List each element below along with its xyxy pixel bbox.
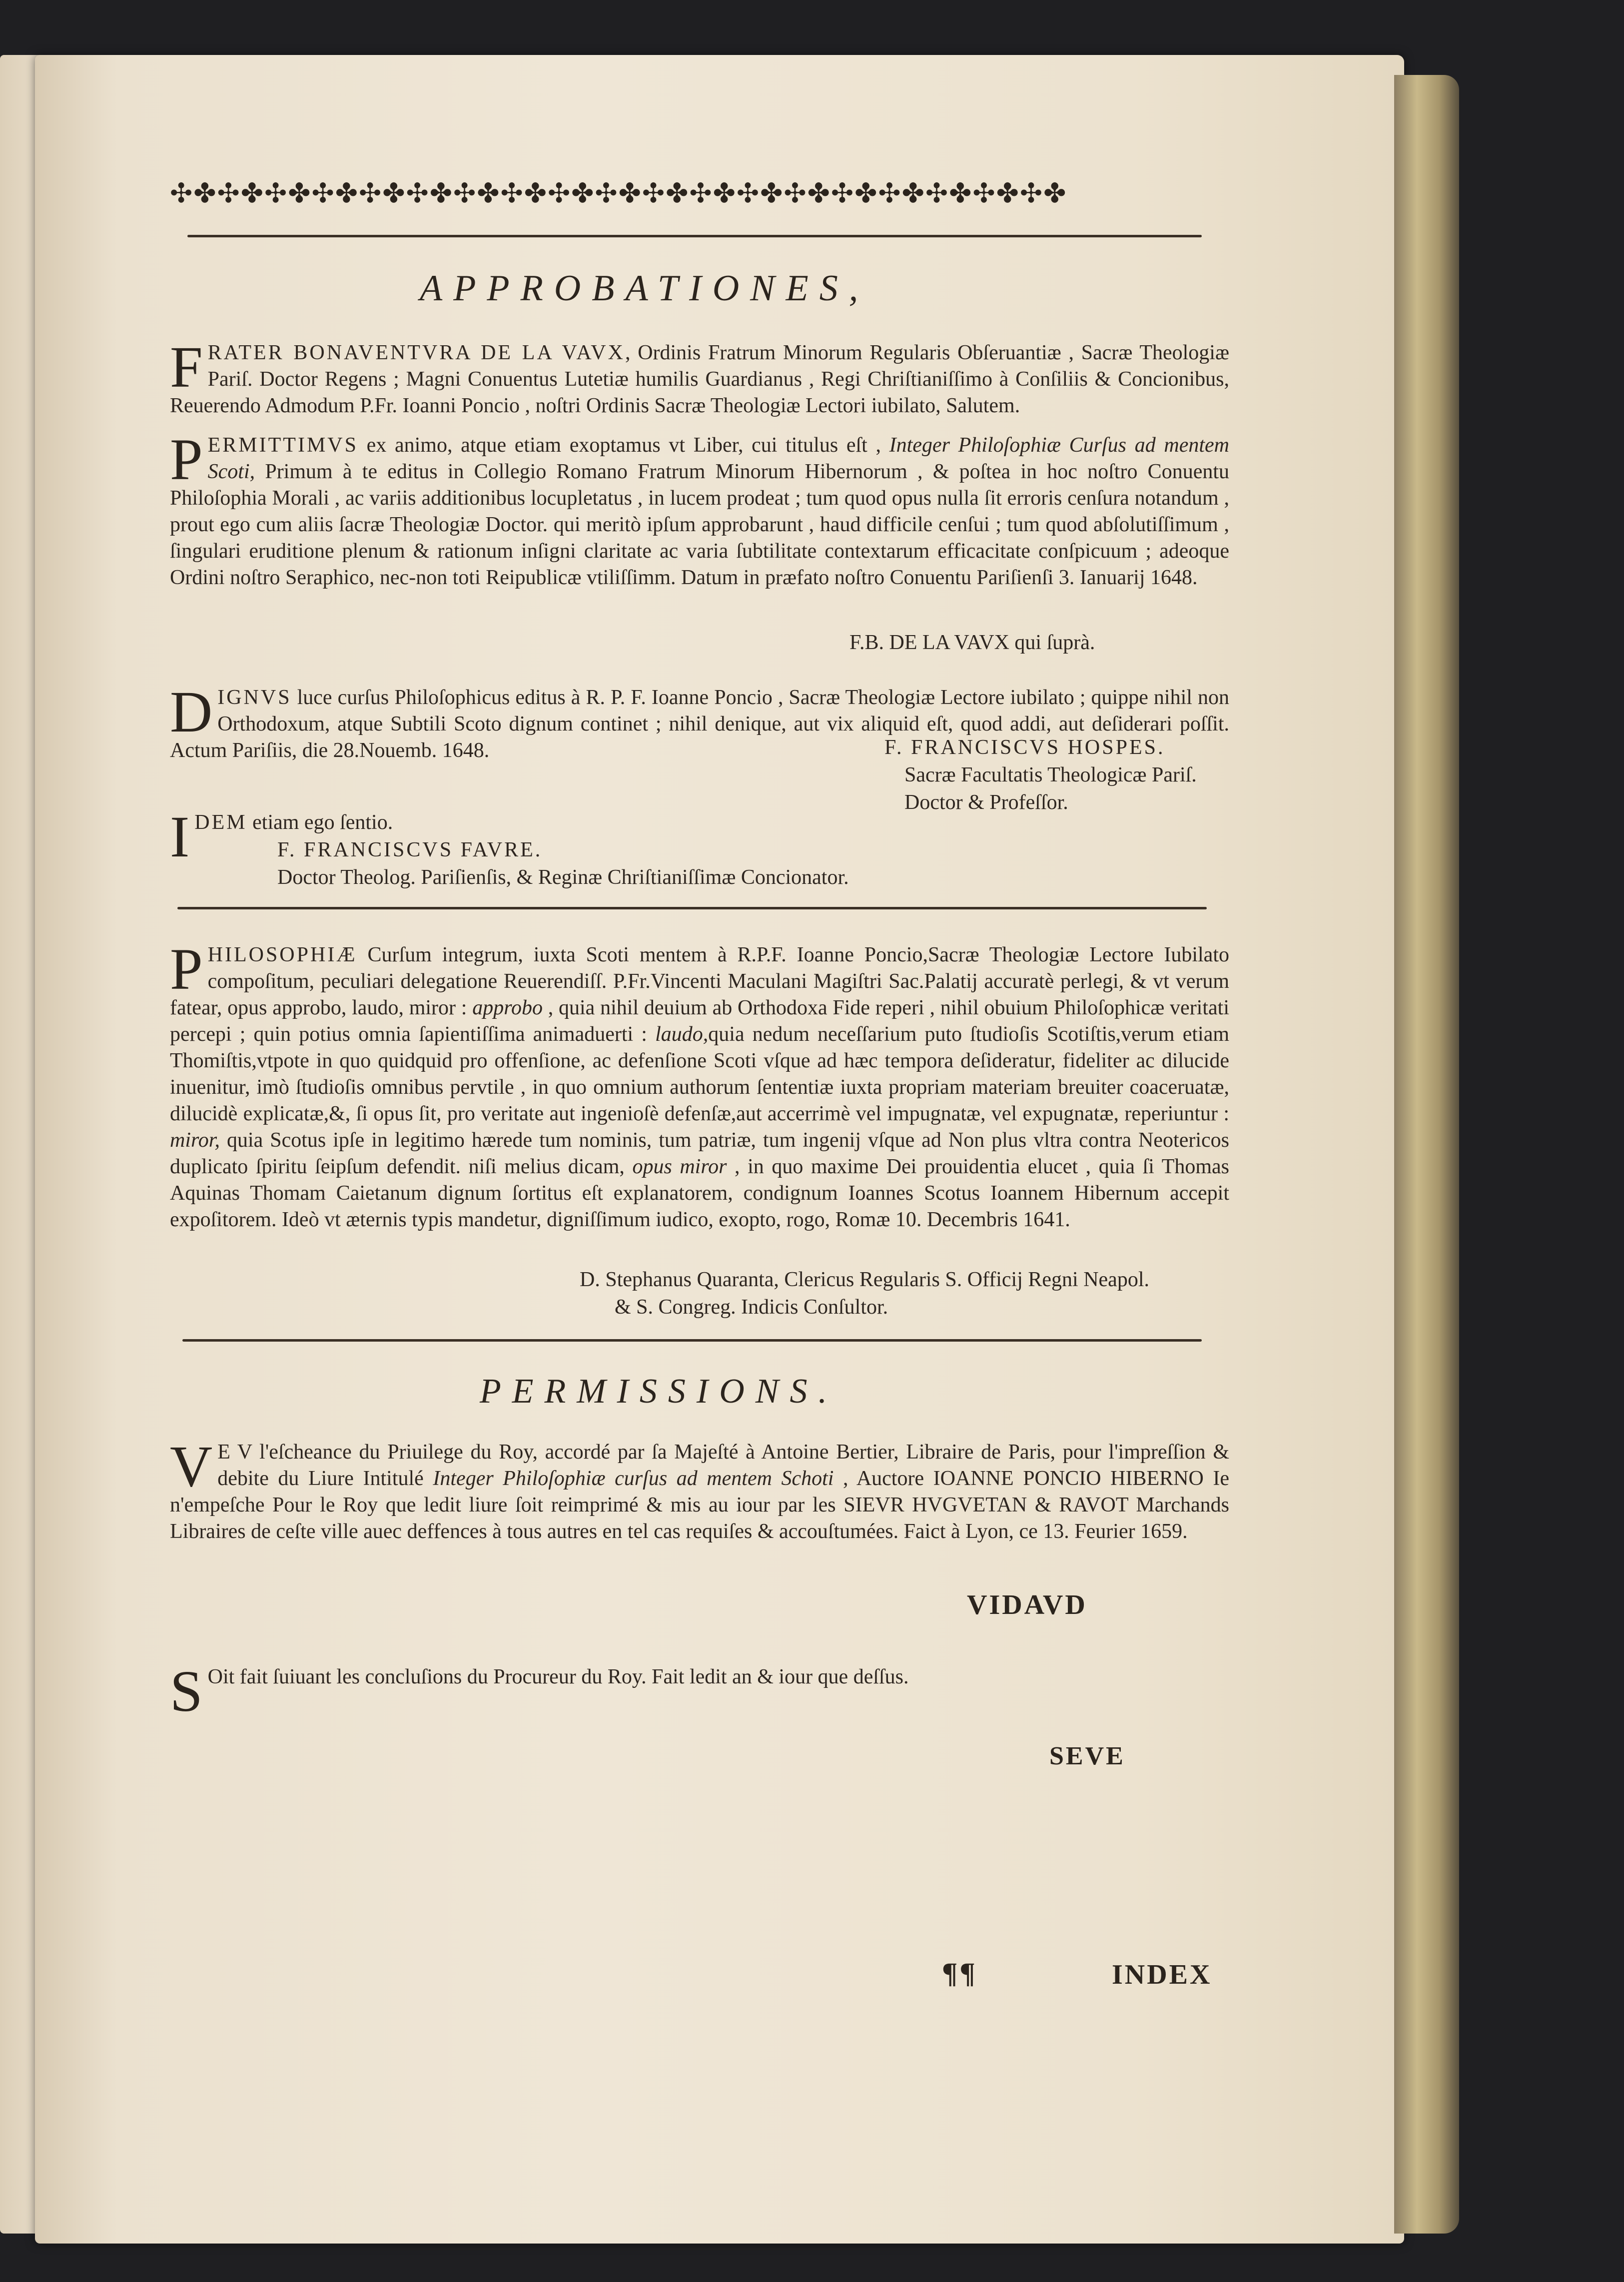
approbation-paragraph-5: PHILOSOPHIÆ Curſum integrum, iuxta Scoti mentem à R.P.F. Ioanne Poncio,Sacræ Theologiæ Lectore Iubilato compoſitum, peculiari delegatione Reuerendiſſ. P.Fr.Vincenti Maculani Magiſtri Sac.Palatij accuratè perlegi, & vt verum fatear, opus approbo, laudo, miror : approbo , quia nihil deuium ab Orthodoxa Fide reperi , nihil obuium Philoſophicæ veritati percepi ; quin potius omnia ſapientiſſima animaduerti : laudo,quia nedum neceſſarium puto ſtudioſis Scotiſtis,verum etiam Thomiſtis,vtpote in quo quidquid pro offenſione, ac defenſione Scoti vſque ad hæc tempora deſideratur, fideliter ac dilucide inuenitur, imò ſtudioſis omnibus pervtile , in quo omnium authorum ſententiæ iuxta propriam materiam breuiter coaceruatæ, dilucidè explicatæ,&, ſi opus ſit, pro veritate aut ingenioſè defenſæ,aut accerrimè vel impugnatæ, vel expugnatæ, reperiuntur : miror, quia Scotus ipſe in legitimo hærede tum nominis, tum patriæ, tum ingenij vſque ad Non plus vltra contra Neotericos duplicato ſpiritu ſeipſum defendit. niſi melius dicam, opus miror , in quo maxime Dei prouidentia elucet , quia ſi Thomas Aquinas Thomam Caietanum dignum ſortitus eſt explanatorem, condignum Ioannes Scotus Ioannem Hibernum accepit expoſitorem. Ideò vt æternis typis mandetur, digniſſimum iudico, exopto, rogo, Romæ 10. Decembris 1641. (170, 936, 1230, 1231)
signature-de-la-vaux: F.B. DE LA VAVX qui ſuprà. (849, 631, 1095, 654)
approbation-paragraph-4: IDEM etiam ego ſentio. (170, 804, 393, 869)
drop-cap: S (170, 1658, 203, 1724)
approbationes-title: APPROBATIONES, (420, 268, 869, 309)
signature-mark: ¶¶ (942, 1957, 977, 1989)
signature-hospes-line2: Sacræ Facultatis Theologicæ Pariſ. (904, 763, 1197, 786)
approbation-paragraph-2: PERMITTIMVS ex animo, atque etiam exoptamus vt Liber, cui titulus eſt , Integer Philoſophiæ Curſus ad mentem Scoti, Primum à te editus in Collegio Romano Fratrum Minorum Hibernorum , & poſtea in hoc noſtro Conuentu Philoſophia Morali , ac variis additionibus locupletatus , in lucem prodeat ; tum quod opus nulla ſit erroris cenſura notandum , prout ego cum aliis ſacræ Theologiæ Doctor. qui meritò ipſum approbarunt , haud difficile cenſui ; tum quod abſolutiſſimum , ſingulari eruditione plenum & rationum inſigni claritate ac varia ſubtilitate contextarum efficacitate conſpicuum ; adeoque Ordini noſtro Seraphico, nec-non toti Reipublicæ vtiliſſimm. Datum in præfato noſtro Conuentu Pariſienſi 3. Ianuarij 1648. (170, 427, 1229, 589)
drop-cap: D (170, 679, 213, 745)
drop-cap: V (170, 1434, 213, 1499)
page-fore-edge (1394, 75, 1459, 2234)
permissions-title: PERMISSIONS. (480, 1372, 838, 1411)
drop-cap: I (170, 804, 190, 869)
signature-favre-line1: F. FRANCISCVS FAVRE. (277, 838, 543, 861)
approbation-paragraph-3: DIGNVS luce curſus Philoſophicus editus à R. P. F. Ioanne Poncio , Sacræ Theologiæ Lectore iubilato ; quippe nihil non Orthodoxum, atque Subtili Scoto dignum continet ; nihil denique, aut vix aliquid eſt, quod addi, aut deſiderari poſſit. Actum Pariſiis, die 28.Nouemb. 1648. (170, 679, 1229, 762)
catchword: INDEX (1112, 1959, 1212, 1990)
permission-paragraph-1: V E V l'eſcheance du Priuilege du Roy, accordé par ſa Majeſté à Antoine Bertier, Libraire de Paris, pour l'impreſſion & debite du Liure Intitulé Integer Philoſophiæ curſus ad mentem Schoti , Auctore IOANNE PONCIO HIBERNO Ie n'empeſche Pour le Roy que ledit liure ſoit reimprimé & mis au iour par les SIEVR HVGVETAN & RAVOT Marchands Libraires de ceſte ville auec deffences à tous autres en tel cas requiſes & accouſtumées. Faict à Lyon, ce 13. Feurier 1659. (170, 1434, 1229, 1543)
rule-top (187, 235, 1202, 237)
permission-paragraph-2: S Oit fait ſuiuant les concluſions du Procureur du Roy. Fait ledit an & iour que deſſus. (170, 1658, 909, 1724)
signature-favre-line2: Doctor Theolog. Pariſienſis, & Reginæ Chriſtianiſſimæ Concionator. (277, 866, 849, 889)
rule-bottom (182, 1339, 1202, 1342)
signature-vidaud: VIDAVD (967, 1589, 1087, 1620)
approbation-paragraph-1: FRATER BONAVENTVRA DE LA VAVX, Ordinis Fratrum Minorum Regularis Obſeruantiæ , Sacræ Theologiæ Pariſ. Doctor Regens ; Magni Conuentus Lutetiæ humilis Guardianus , Regi Chriſtianiſſimo à Conſiliis & Concionibus, Reuerendo Admodum P.Fr. Ioanni Poncio , noſtri Ordinis Sacræ Theologiæ Lectori iubilato, Salutem. (170, 334, 1229, 417)
signature-quaranta-line2: & S. Congreg. Indicis Conſultor. (615, 1296, 888, 1319)
signature-quaranta-line1: D. Stephanus Quaranta, Clericus Regularis S. Officij Regni Neapol. (580, 1268, 1149, 1291)
drop-cap: P (170, 936, 203, 1002)
signature-hospes-line1: F. FRANCISCVS HOSPES. (884, 736, 1165, 759)
signature-seve: SEVE (1049, 1742, 1125, 1770)
rule-middle (177, 907, 1207, 909)
drop-cap: F (170, 334, 203, 400)
drop-cap: P (170, 427, 203, 492)
signature-hospes-line3: Doctor & Profeſſor. (904, 791, 1068, 814)
ornament-headpiece: ✣✤✣✤✣✤✣✤✣✤✣✤✣✤✣✤✣✤✣✤✣✤✣✤✣✤✣✤✣✤✣✤✣✤✣✤✣✤ (170, 178, 1067, 208)
